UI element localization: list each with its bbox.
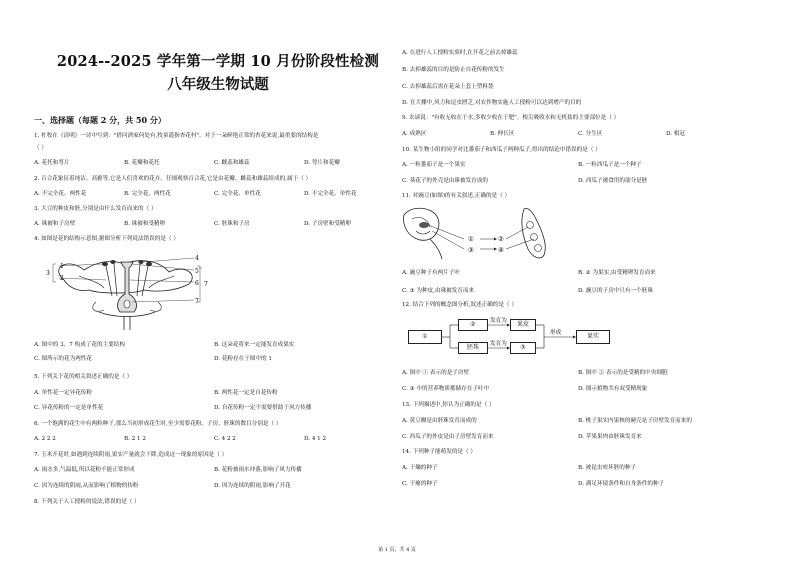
q11-option-a: A. 豌豆种子有两片子叶 [402, 270, 460, 276]
q10-option-d: D. 西瓜子被食用的部分是胚 [578, 178, 648, 184]
q11-option-d: D. 豌豆的子房中只有一个胚珠 [578, 288, 653, 294]
q5-option-d: D. 自花传粉一定不需要借助于风力传播 [214, 405, 312, 411]
q14-option-b: B. 被昆虫咬坏胚的种子 [578, 465, 637, 471]
q9-option-d: D. 根冠 [666, 131, 686, 137]
page-footer: 第 1 页，共 4 页 [378, 547, 416, 553]
q1-option-b: B. 花瓣和花托 [124, 160, 160, 166]
q3-stem: 3. 大豆的种皮和胚,分别是由什么发育而来的（ ） [34, 206, 157, 212]
q6-option-c: C. 4 2 2 [214, 436, 236, 442]
q10-option-a: A. 一粒番茄子是一个果实 [402, 162, 466, 168]
q13-option-a: A. 黄豆瓣是由胚珠发育而成的 [402, 418, 477, 424]
label-circle-3: ③ [468, 246, 474, 254]
develop-label-2: 发育为 [490, 341, 507, 347]
q11-stem: 11. 对豌豆(如图)的有关叙述,正确的是（ ） [402, 193, 511, 199]
label-1: 1 [60, 263, 64, 270]
q2-stem: 2. 百合花象征着纯洁、高雅等,它是人们喜欢的花卉。仔细观察百合花,它是由花瓣、雌蕊和雄蕊组成的,属于（ ） [34, 176, 312, 182]
q13-option-b: B. 桃子果实内果核的硬壳是子房壁发育而来的 [578, 418, 692, 424]
concept-box-2: ② [458, 319, 488, 331]
label-6: 6 [195, 280, 199, 287]
q1-option-a: A. 花托和萼片 [34, 160, 70, 166]
q9-stem: 9. 农谚说："有收无收在于水,多收少收在于肥"。根尖吸收水和无机盐的主要部位是（ ） [402, 115, 620, 121]
q4-option-b: B. 这朵花将来一定能发育成果实 [214, 342, 295, 348]
q10-option-b: B. 一粒西瓜子是一个种子 [578, 162, 642, 168]
q11-option-b: B. ② 为果实,由受精卵发育而来 [578, 270, 656, 276]
exam-title: 2024--2025 学年第一学期 10 月份阶段性检测 [56, 53, 380, 70]
q12-option-a: A. 图中 ① 表示的是子房壁 [402, 370, 470, 376]
q3-option-d: D. 子房壁和受精卵 [304, 221, 351, 227]
label-circle-1: ① [468, 235, 474, 243]
q6-option-d: D. 4 1 2 [304, 436, 327, 442]
q13-stem: 13. 下列描述中,你认为正确的是（ ） [402, 402, 495, 408]
q9-option-c: C. 分生区 [578, 131, 603, 137]
q12-stem: 12. 结合下列的概念图分析,叙述正确的是（ ） [402, 302, 517, 308]
q9-option-a: A. 成熟区 [402, 131, 427, 137]
q14-option-c: C. 干瘪的种子 [402, 481, 438, 487]
q7-option-a: A. 雨水多,气温低,所以花粉不能正常形成 [34, 467, 135, 473]
label-circle-4: ④ [498, 246, 504, 254]
label-circle-2: ② [498, 235, 504, 243]
q6-option-b: B. 2 1 2 [124, 436, 146, 442]
q9-option-b: B. 伸长区 [490, 131, 515, 137]
label-4: 4 [195, 255, 199, 262]
q4-option-d: D. 花粉存在于图中的 1 [214, 356, 272, 362]
q7-option-c: C. 因为连续的阴雨,从而影响了植物的传粉 [34, 483, 139, 489]
develop-label-1: 发育为 [490, 318, 507, 324]
flower-structure-diagram [44, 252, 214, 332]
q11-option-c: C. ③ 为种皮,由珠被发育而来 [402, 288, 475, 294]
q7-option-b: B. 花粉被雨水冲落,影响了风力传播 [214, 467, 302, 473]
concept-box-3: ③ [510, 342, 536, 354]
section-heading: 一、选择题（每题 2 分，共 50 分） [34, 115, 166, 125]
q1-option-c: C. 雌蕊和雄蕊 [214, 160, 250, 166]
q14-option-d: D. 满足环境条件和自身条件的种子 [578, 481, 665, 487]
q2-option-c: C. 完全花、单性花 [214, 191, 261, 197]
q4-option-a: A. 图中的 3、7 构成了花的主要结构 [34, 342, 125, 348]
exam-subtitle: 八年级生物试题 [167, 76, 269, 93]
q6-stem: 6. 一个饱满的花生中有两粒种子,那么当初形成花生时,至少需要花粉、子房、胚珠的数目分别是（ ） [34, 421, 282, 427]
concept-box-fruit: 果实 [576, 330, 610, 344]
q4-option-c: C. 图所示的花为两性花 [34, 356, 92, 362]
q5-option-b: B. 两性花一定是自花传粉 [214, 390, 278, 396]
q2-option-b: B. 完全花、两性花 [124, 191, 171, 197]
concept-box-1: ① [408, 330, 442, 344]
q12-option-d: D. 图示植物共有双受精现象 [578, 386, 648, 392]
label-5: 5 [195, 268, 199, 275]
q1-stem: 1. 杜牧在《清明》一诗中写到："借问酒家何处有,牧童遥指杏花村"。对于一朵鲜艳正常的杏花来说,最重要的结构是 [34, 133, 319, 139]
label-2: 2 [60, 275, 64, 282]
q5-option-c: C. 异花传粉的一定是单性花 [34, 405, 104, 411]
q4-stem: 4. 如图是花的结构示意图,据图分析下列说法错误的是（ ） [34, 236, 179, 242]
q5-stem: 5. 下列关于花的相关叙述正确的是（ ） [34, 374, 133, 380]
q6-option-a: A. 2 2 2 [34, 436, 56, 442]
q12-option-c: C. ③ 中的营养物质都储存在子叶中 [402, 386, 490, 392]
q2-option-d: D. 不完全花、单性花 [304, 191, 357, 197]
q8-option-d: D. 在大棚中,风力和昆虫匮乏,对农作物实施人工授粉可以达到增产的目的 [402, 100, 582, 106]
q13-option-d: D. 苹果果肉由胚珠发育来 [578, 434, 642, 440]
label-7-ovary: 7 [195, 298, 199, 305]
q3-option-c: C. 胚珠和子房 [214, 221, 250, 227]
q1-option-d: D. 萼片和花瓣 [304, 160, 340, 166]
q10-option-c: C. 葵花子的外壳是由珠被发育成的 [402, 178, 488, 184]
concept-box-ovule: 胚珠 [458, 342, 488, 354]
q8-option-a: A. 在进行人工授粉实验时,在开花之前去掉雄蕊 [402, 50, 518, 56]
concept-map-arrows [402, 312, 622, 362]
label-7: 7 [204, 281, 208, 288]
label-3: 3 [46, 270, 50, 277]
q13-option-c: C. 西瓜子的外皮是由子房壁发育而来 [402, 434, 494, 440]
concept-box-peel: 果皮 [510, 319, 536, 331]
q2-option-a: A. 不完全花、两性花 [34, 191, 87, 197]
q14-option-a: A. 干燥的种子 [402, 465, 438, 471]
q8-option-b: B. 去掉雄蕊的目的是防止自花传粉的发生 [402, 67, 505, 73]
pea-diagram [402, 205, 562, 265]
q5-option-a: A. 单性花一定异花传粉 [34, 390, 92, 396]
q8-stem: 8. 下列关于人工授粉的说法,错误的是（ ） [34, 499, 140, 505]
q14-stem: 14. 下列种子能萌发的是（ ） [402, 449, 476, 455]
q3-option-a: A. 珠被和子房壁 [34, 221, 76, 227]
q7-option-d: D. 因为连续的阴雨,影响了开花 [214, 483, 291, 489]
q12-option-b: B. 图中 ② 表示的是受精的中央细胞 [578, 370, 668, 376]
q8-option-c: C. 去掉雄蕊后需在花朵上套上塑料袋 [402, 84, 494, 90]
q1-blank: （ ） [34, 145, 47, 151]
q10-stem: 10. 某生物小组的同学对比番茄子和西瓜子两种瓜子,得出的结论中错误的是（ ） [402, 147, 601, 153]
q7-stem: 7. 玉米开花时,如遇到连续阴雨,果实产量就会下降,造成这一现象的原因是（ ） [34, 452, 228, 458]
q3-option-b: B. 珠被和受精卵 [124, 221, 166, 227]
form-label: 形成 [550, 330, 562, 336]
